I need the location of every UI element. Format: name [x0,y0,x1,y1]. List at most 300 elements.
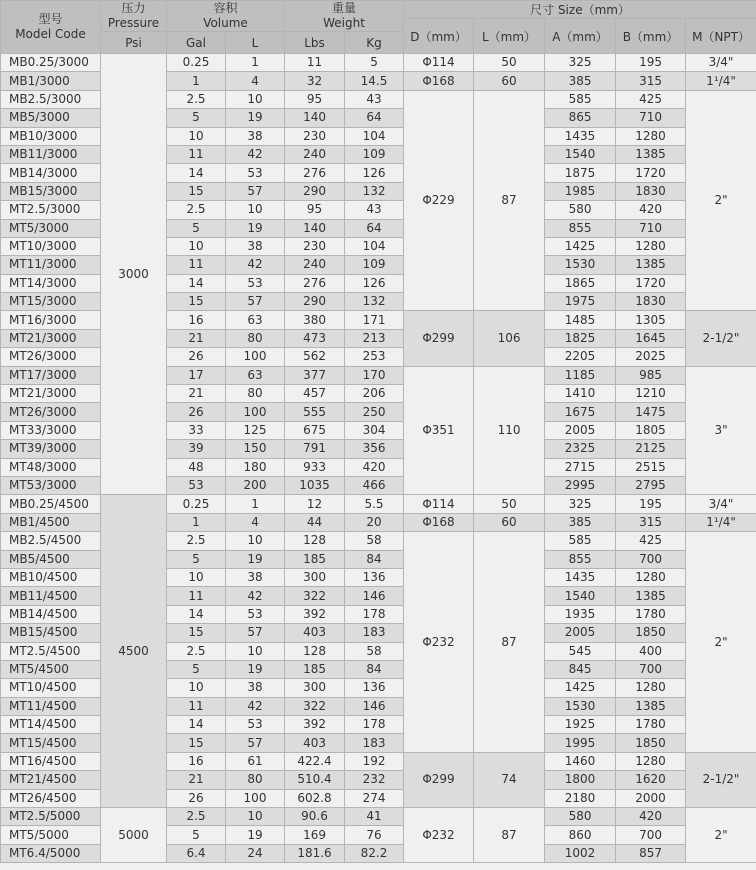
cell-volume-gal: 14 [167,274,226,292]
cell-size-a: 1675 [545,403,616,421]
cell-volume-l: 150 [226,440,285,458]
cell-size-a: 545 [545,642,616,660]
cell-size-b: 1305 [616,311,686,329]
cell-size-d: Φ299 [404,752,474,807]
cell-weight-kg: 136 [345,679,404,697]
cell-volume-l: 42 [226,587,285,605]
cell-volume-l: 1 [226,495,285,513]
cell-size-b: 2515 [616,458,686,476]
cell-weight-lbs: 380 [285,311,345,329]
cell-volume-l: 38 [226,679,285,697]
cell-weight-kg: 178 [345,605,404,623]
cell-weight-lbs: 555 [285,403,345,421]
cell-model: MB0.25/3000 [1,54,101,72]
cell-weight-lbs: 300 [285,679,345,697]
cell-volume-gal: 0.25 [167,495,226,513]
cell-model: MT15/4500 [1,734,101,752]
cell-volume-l: 24 [226,844,285,862]
cell-size-b: 1475 [616,403,686,421]
cell-size-b: 985 [616,366,686,384]
cell-weight-lbs: 240 [285,256,345,274]
cell-model: MB11/4500 [1,587,101,605]
cell-volume-l: 200 [226,476,285,494]
cell-size-b: 1620 [616,771,686,789]
cell-volume-l: 57 [226,182,285,200]
cell-model: MT48/3000 [1,458,101,476]
cell-weight-lbs: 181.6 [285,844,345,862]
cell-model: MT21/3000 [1,329,101,347]
cell-model: MT26/4500 [1,789,101,807]
header-unit-psi: Psi [101,32,167,54]
header-model-en: Model Code [15,27,86,41]
cell-size-l: 106 [474,311,545,366]
cell-volume-gal: 10 [167,127,226,145]
cell-weight-kg: 41 [345,808,404,826]
cell-volume-gal: 2.5 [167,90,226,108]
cell-size-l: 87 [474,532,545,753]
cell-size-b: 2125 [616,440,686,458]
cell-size-b: 2795 [616,476,686,494]
cell-weight-kg: 5 [345,54,404,72]
cell-volume-l: 42 [226,145,285,163]
cell-model: MB5/4500 [1,550,101,568]
cell-size-a: 1540 [545,145,616,163]
cell-volume-gal: 5 [167,550,226,568]
cell-size-a: 1935 [545,605,616,623]
cell-volume-gal: 14 [167,716,226,734]
cell-model: MT33/3000 [1,421,101,439]
header-weight [285,1,404,32]
cell-size-b: 1385 [616,256,686,274]
cell-weight-kg: 84 [345,660,404,678]
cell-volume-gal: 15 [167,624,226,642]
cell-volume-gal: 5 [167,826,226,844]
cell-weight-lbs: 95 [285,201,345,219]
cell-volume-gal: 33 [167,421,226,439]
cell-model: MB2.5/4500 [1,532,101,550]
cell-size-b: 1805 [616,421,686,439]
cell-volume-l: 53 [226,605,285,623]
header-unit-gal: Gal [167,32,226,54]
cell-volume-gal: 1 [167,72,226,90]
cell-size-b: 1385 [616,145,686,163]
cell-model: MB2.5/3000 [1,90,101,108]
cell-volume-gal: 2.5 [167,808,226,826]
cell-weight-lbs: 457 [285,385,345,403]
cell-weight-kg: 132 [345,293,404,311]
cell-size-b: 1210 [616,385,686,403]
cell-volume-l: 4 [226,513,285,531]
cell-weight-kg: 82.2 [345,844,404,862]
cell-volume-gal: 10 [167,237,226,255]
cell-model: MT17/3000 [1,366,101,384]
cell-volume-gal: 26 [167,789,226,807]
cell-size-b: 195 [616,54,686,72]
cell-volume-gal: 11 [167,587,226,605]
table-row [1,54,756,72]
cell-weight-kg: 109 [345,145,404,163]
cell-weight-lbs: 1035 [285,476,345,494]
cell-size-b: 1280 [616,679,686,697]
cell-volume-l: 4 [226,72,285,90]
cell-weight-kg: 356 [345,440,404,458]
cell-size-b: 700 [616,550,686,568]
header-weight-en: Weight [323,16,365,30]
cell-weight-lbs: 392 [285,716,345,734]
cell-model: MB5/3000 [1,109,101,127]
cell-weight-lbs: 276 [285,164,345,182]
cell-weight-kg: 104 [345,127,404,145]
cell-weight-lbs: 140 [285,219,345,237]
cell-model: MT26/3000 [1,403,101,421]
cell-volume-gal: 15 [167,734,226,752]
cell-weight-lbs: 230 [285,127,345,145]
cell-size-d: Φ168 [404,513,474,531]
cell-size-d: Φ232 [404,808,474,863]
cell-model: MT11/4500 [1,697,101,715]
cell-size-a: 1530 [545,697,616,715]
cell-model: MT53/3000 [1,476,101,494]
cell-weight-kg: 43 [345,201,404,219]
cell-weight-lbs: 185 [285,550,345,568]
cell-size-a: 1995 [545,734,616,752]
cell-weight-kg: 43 [345,90,404,108]
cell-weight-kg: 192 [345,752,404,770]
cell-volume-gal: 17 [167,366,226,384]
cell-model: MB15/4500 [1,624,101,642]
header-volume-zh: 容积 [213,1,238,15]
cell-volume-l: 53 [226,716,285,734]
cell-volume-gal: 21 [167,329,226,347]
table-row [1,808,756,826]
cell-volume-gal: 16 [167,752,226,770]
cell-size-a: 580 [545,808,616,826]
header-weight-zh: 重量 [332,1,357,15]
cell-size-l: 110 [474,366,545,495]
cell-size-d: Φ232 [404,532,474,753]
cell-volume-gal: 5 [167,109,226,127]
cell-volume-gal: 14 [167,605,226,623]
cell-size-a: 580 [545,201,616,219]
cell-volume-gal: 21 [167,385,226,403]
cell-size-b: 1780 [616,605,686,623]
cell-weight-lbs: 230 [285,237,345,255]
cell-weight-lbs: 290 [285,293,345,311]
cell-size-m: 2-1/2" [686,752,756,807]
cell-volume-l: 100 [226,348,285,366]
cell-weight-kg: 250 [345,403,404,421]
cell-size-b: 1280 [616,752,686,770]
cell-size-d: Φ229 [404,90,474,311]
cell-weight-kg: 58 [345,532,404,550]
cell-weight-kg: 183 [345,624,404,642]
cell-weight-lbs: 403 [285,624,345,642]
cell-model: MT26/3000 [1,348,101,366]
cell-model: MT2.5/4500 [1,642,101,660]
cell-volume-l: 80 [226,385,285,403]
cell-volume-l: 80 [226,771,285,789]
cell-volume-l: 19 [226,109,285,127]
cell-size-a: 585 [545,532,616,550]
cell-volume-gal: 6.4 [167,844,226,862]
cell-size-a: 855 [545,550,616,568]
cell-size-m: 2" [686,90,756,311]
cell-model: MT5/5000 [1,826,101,844]
header-model [1,1,101,54]
cell-model: MT39/3000 [1,440,101,458]
cell-weight-kg: 104 [345,237,404,255]
cell-model: MT21/3000 [1,385,101,403]
cell-volume-gal: 11 [167,256,226,274]
cell-weight-kg: 253 [345,348,404,366]
cell-size-d: Φ299 [404,311,474,366]
cell-size-b: 700 [616,826,686,844]
cell-volume-l: 100 [226,789,285,807]
cell-size-a: 1865 [545,274,616,292]
cell-volume-l: 19 [226,660,285,678]
cell-volume-gal: 10 [167,568,226,586]
cell-volume-gal: 0.25 [167,54,226,72]
header-model-zh: 型号 [38,12,63,26]
cell-weight-lbs: 290 [285,182,345,200]
cell-model: MB1/3000 [1,72,101,90]
spec-table-body [1,54,756,863]
cell-model: MB14/4500 [1,605,101,623]
cell-weight-lbs: 403 [285,734,345,752]
cell-size-m: 3" [686,366,756,495]
cell-weight-kg: 232 [345,771,404,789]
cell-volume-l: 38 [226,237,285,255]
cell-volume-gal: 1 [167,513,226,531]
cell-volume-gal: 15 [167,293,226,311]
cell-volume-l: 63 [226,366,285,384]
cell-weight-lbs: 12 [285,495,345,513]
cell-size-b: 315 [616,513,686,531]
cell-size-a: 1825 [545,329,616,347]
header-size-l: L（mm） [474,19,545,54]
cell-model: MB14/3000 [1,164,101,182]
cell-size-d: Φ168 [404,72,474,90]
cell-size-b: 1385 [616,697,686,715]
cell-weight-kg: 126 [345,164,404,182]
cell-size-a: 2180 [545,789,616,807]
cell-size-m: 2" [686,532,756,753]
cell-size-a: 1875 [545,164,616,182]
cell-size-b: 1720 [616,274,686,292]
cell-size-a: 1925 [545,716,616,734]
cell-model: MT15/3000 [1,293,101,311]
cell-weight-kg: 170 [345,366,404,384]
cell-weight-kg: 58 [345,642,404,660]
table-row [1,495,756,513]
header-pressure [101,1,167,32]
cell-weight-lbs: 300 [285,568,345,586]
cell-size-a: 2205 [545,348,616,366]
cell-size-m: 3/4" [686,54,756,72]
cell-volume-l: 42 [226,256,285,274]
cell-weight-kg: 76 [345,826,404,844]
cell-size-a: 855 [545,219,616,237]
cell-volume-l: 80 [226,329,285,347]
cell-size-b: 700 [616,660,686,678]
cell-size-a: 585 [545,90,616,108]
cell-weight-lbs: 322 [285,697,345,715]
cell-volume-l: 19 [226,550,285,568]
cell-model: MB10/4500 [1,568,101,586]
cell-model: MT21/4500 [1,771,101,789]
cell-weight-kg: 14.5 [345,72,404,90]
cell-model: MT5/3000 [1,219,101,237]
cell-size-l: 50 [474,495,545,513]
cell-pressure-psi: 4500 [101,495,167,808]
cell-size-m: 2" [686,808,756,863]
cell-weight-kg: 20 [345,513,404,531]
cell-volume-l: 42 [226,697,285,715]
cell-model: MT16/4500 [1,752,101,770]
cell-size-a: 325 [545,54,616,72]
cell-weight-kg: 304 [345,421,404,439]
cell-weight-lbs: 602.8 [285,789,345,807]
cell-size-b: 1830 [616,182,686,200]
header-pressure-zh: 压力 [121,1,146,15]
cell-size-b: 710 [616,109,686,127]
cell-pressure-psi: 5000 [101,808,167,863]
cell-size-a: 2005 [545,421,616,439]
header-size: 尺寸 Size（mm） [404,1,756,19]
cell-volume-l: 57 [226,293,285,311]
cell-pressure-psi: 3000 [101,54,167,495]
cell-size-b: 710 [616,219,686,237]
cell-weight-kg: 64 [345,109,404,127]
cell-model: MT16/3000 [1,311,101,329]
cell-weight-lbs: 185 [285,660,345,678]
cell-weight-kg: 466 [345,476,404,494]
cell-size-l: 50 [474,54,545,72]
cell-size-b: 420 [616,201,686,219]
cell-volume-gal: 53 [167,476,226,494]
cell-weight-lbs: 128 [285,642,345,660]
cell-model: MT2.5/3000 [1,201,101,219]
cell-size-m: 3/4" [686,495,756,513]
cell-size-b: 1780 [616,716,686,734]
cell-size-b: 1280 [616,568,686,586]
cell-weight-kg: 136 [345,568,404,586]
cell-weight-lbs: 169 [285,826,345,844]
cell-size-a: 1185 [545,366,616,384]
cell-size-b: 1830 [616,293,686,311]
cell-weight-lbs: 933 [285,458,345,476]
cell-size-b: 425 [616,532,686,550]
header-size-m: M（NPT） [686,19,756,54]
cell-weight-kg: 171 [345,311,404,329]
cell-weight-lbs: 377 [285,366,345,384]
cell-weight-lbs: 140 [285,109,345,127]
cell-size-b: 1645 [616,329,686,347]
cell-size-m: 1¹/4" [686,72,756,90]
cell-size-l: 87 [474,90,545,311]
cell-weight-kg: 126 [345,274,404,292]
cell-volume-gal: 10 [167,679,226,697]
cell-model: MB0.25/4500 [1,495,101,513]
cell-volume-gal: 48 [167,458,226,476]
cell-size-a: 1435 [545,568,616,586]
cell-size-a: 1985 [545,182,616,200]
cell-size-a: 1485 [545,311,616,329]
cell-size-b: 2025 [616,348,686,366]
cell-volume-l: 10 [226,90,285,108]
cell-model: MB11/3000 [1,145,101,163]
cell-volume-l: 19 [226,219,285,237]
cell-size-a: 1975 [545,293,616,311]
header-volume [167,1,285,32]
cell-weight-kg: 132 [345,182,404,200]
cell-volume-l: 10 [226,201,285,219]
cell-size-a: 865 [545,109,616,127]
cell-weight-lbs: 562 [285,348,345,366]
cell-size-a: 2995 [545,476,616,494]
cell-size-a: 1002 [545,844,616,862]
cell-size-a: 325 [545,495,616,513]
cell-volume-gal: 2.5 [167,532,226,550]
cell-size-a: 1540 [545,587,616,605]
cell-size-a: 385 [545,72,616,90]
cell-weight-kg: 64 [345,219,404,237]
cell-weight-kg: 84 [345,550,404,568]
cell-volume-gal: 39 [167,440,226,458]
cell-size-b: 1385 [616,587,686,605]
cell-size-b: 857 [616,844,686,862]
cell-volume-l: 61 [226,752,285,770]
cell-model: MT14/4500 [1,716,101,734]
cell-size-b: 425 [616,90,686,108]
cell-weight-kg: 109 [345,256,404,274]
cell-weight-lbs: 510.4 [285,771,345,789]
cell-volume-gal: 2.5 [167,201,226,219]
cell-volume-gal: 2.5 [167,642,226,660]
cell-weight-lbs: 90.6 [285,808,345,826]
cell-weight-lbs: 44 [285,513,345,531]
cell-size-b: 1280 [616,127,686,145]
cell-size-d: Φ114 [404,495,474,513]
cell-weight-lbs: 276 [285,274,345,292]
cell-size-b: 1850 [616,624,686,642]
cell-weight-lbs: 322 [285,587,345,605]
cell-model: MT14/3000 [1,274,101,292]
cell-volume-gal: 11 [167,145,226,163]
header-unit-l: L [226,32,285,54]
cell-size-a: 1435 [545,127,616,145]
cell-volume-l: 10 [226,808,285,826]
header-unit-lbs: Lbs [285,32,345,54]
cell-size-a: 2005 [545,624,616,642]
cell-size-a: 1800 [545,771,616,789]
cell-volume-l: 19 [226,826,285,844]
cell-size-b: 315 [616,72,686,90]
cell-size-b: 1850 [616,734,686,752]
cell-volume-gal: 5 [167,660,226,678]
cell-volume-gal: 5 [167,219,226,237]
cell-volume-l: 38 [226,127,285,145]
cell-volume-gal: 16 [167,311,226,329]
cell-size-d: Φ114 [404,54,474,72]
cell-size-b: 400 [616,642,686,660]
cell-size-m: 1¹/4" [686,513,756,531]
cell-weight-lbs: 32 [285,72,345,90]
cell-volume-l: 180 [226,458,285,476]
cell-volume-l: 38 [226,568,285,586]
cell-weight-kg: 178 [345,716,404,734]
cell-size-b: 1280 [616,237,686,255]
